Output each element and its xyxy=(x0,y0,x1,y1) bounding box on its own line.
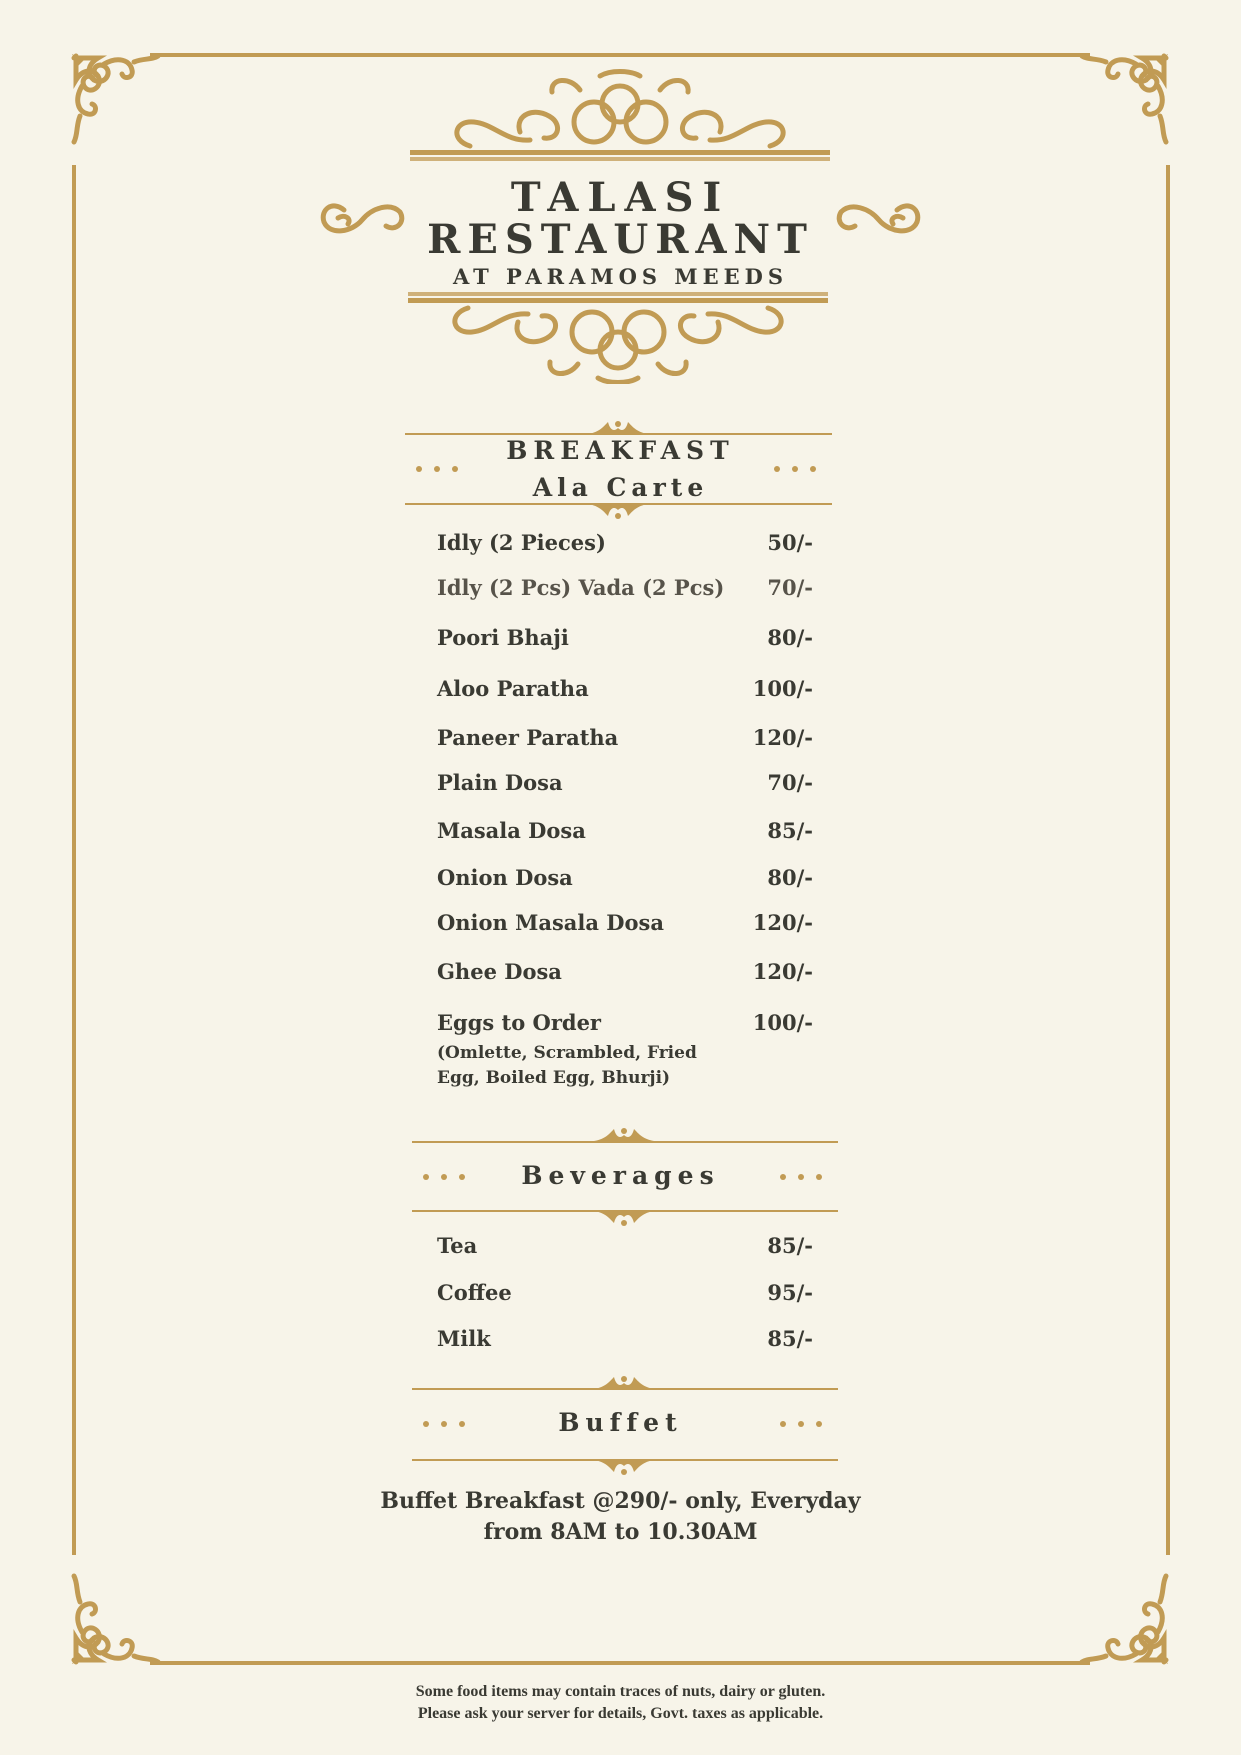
breakfast-right-dots xyxy=(774,466,816,472)
beverages-drop-ornament-icon xyxy=(594,1211,654,1227)
menu-item-name: Idly (2 Pcs) Vada (2 Pcs) xyxy=(437,575,725,600)
menu-item-name: Eggs to Order xyxy=(437,1010,601,1035)
menu-item-price: 80/- xyxy=(767,865,813,890)
restaurant-name-line2: RESTAURANT xyxy=(427,216,814,263)
menu-item-price: 85/- xyxy=(767,1326,813,1351)
restaurant-location: AT PARAMOS MEEDS xyxy=(452,264,789,289)
menu-item-name: Coffee xyxy=(437,1280,512,1305)
menu-item-name: Tea xyxy=(437,1233,478,1258)
menu-item-price: 120/- xyxy=(752,725,813,750)
menu-item-name: Poori Bhaji xyxy=(437,625,569,650)
menu-item-price: 85/- xyxy=(767,818,813,843)
beverages-top-divider xyxy=(412,1141,838,1143)
menu-item-name: Onion Dosa xyxy=(437,865,573,890)
menu-item-price: 70/- xyxy=(767,575,813,600)
buffet-drop-ornament-icon xyxy=(594,1460,654,1476)
buffet-section-title: Buffet xyxy=(558,1408,683,1437)
menu-item-name: Idly (2 Pieces) xyxy=(437,530,606,555)
menu-item-description: (Omlette, Scrambled, Fried xyxy=(437,1043,697,1063)
corner-ornament-top-left-icon xyxy=(68,50,188,170)
corner-ornament-bottom-right-icon xyxy=(1052,1548,1172,1668)
header-top-flourish-icon xyxy=(410,66,830,162)
restaurant-name-line1: TALASI xyxy=(510,174,731,221)
menu-item-name: Milk xyxy=(437,1326,491,1351)
menu-item-price: 120/- xyxy=(752,959,813,984)
breakfast-section-subtitle: Ala Carte xyxy=(532,473,709,502)
frame-left-border xyxy=(72,165,76,1555)
menu-item-name: Onion Masala Dosa xyxy=(437,910,664,935)
menu-item-name: Plain Dosa xyxy=(437,770,563,795)
footer-allergen-note: Some food items may contain traces of nuts, dairy or gluten. xyxy=(415,1683,826,1700)
menu-item-name: Aloo Paratha xyxy=(437,676,589,701)
breakfast-drop-ornament-icon xyxy=(588,504,648,520)
menu-item-price: 100/- xyxy=(752,676,813,701)
menu-item-price: 100/- xyxy=(752,1010,813,1035)
menu-item-price: 50/- xyxy=(767,530,813,555)
menu-item-price: 95/- xyxy=(767,1280,813,1305)
buffet-description-line2: from 8AM to 10.30AM xyxy=(483,1519,758,1545)
menu-item-name: Masala Dosa xyxy=(437,818,586,843)
header-bottom-flourish-icon xyxy=(408,292,828,384)
frame-top-border xyxy=(150,53,1090,57)
menu-item-name: Ghee Dosa xyxy=(437,959,562,984)
corner-ornament-top-right-icon xyxy=(1052,50,1172,170)
breakfast-left-dots xyxy=(416,466,458,472)
breakfast-crown-ornament-icon xyxy=(588,420,648,436)
breakfast-section-title: BREAKFAST xyxy=(506,436,735,465)
buffet-top-divider xyxy=(412,1388,838,1390)
frame-bottom-border xyxy=(150,1661,1090,1665)
menu-item-name: Paneer Paratha xyxy=(437,725,619,750)
footer-tax-note: Please ask your server for details, Govt. taxes as applicable. xyxy=(417,1705,824,1722)
menu-item-price: 120/- xyxy=(752,910,813,935)
corner-ornament-bottom-left-icon xyxy=(68,1548,188,1668)
buffet-description-line1: Buffet Breakfast @290/- only, Everyday xyxy=(380,1488,861,1514)
menu-item-description: Egg, Boiled Egg, Bhurji) xyxy=(437,1068,671,1088)
menu-item-price: 80/- xyxy=(767,625,813,650)
menu-item-price: 85/- xyxy=(767,1233,813,1258)
menu-item-price: 70/- xyxy=(767,770,813,795)
frame-right-border xyxy=(1166,165,1170,1555)
beverages-section-title: Beverages xyxy=(521,1161,720,1190)
